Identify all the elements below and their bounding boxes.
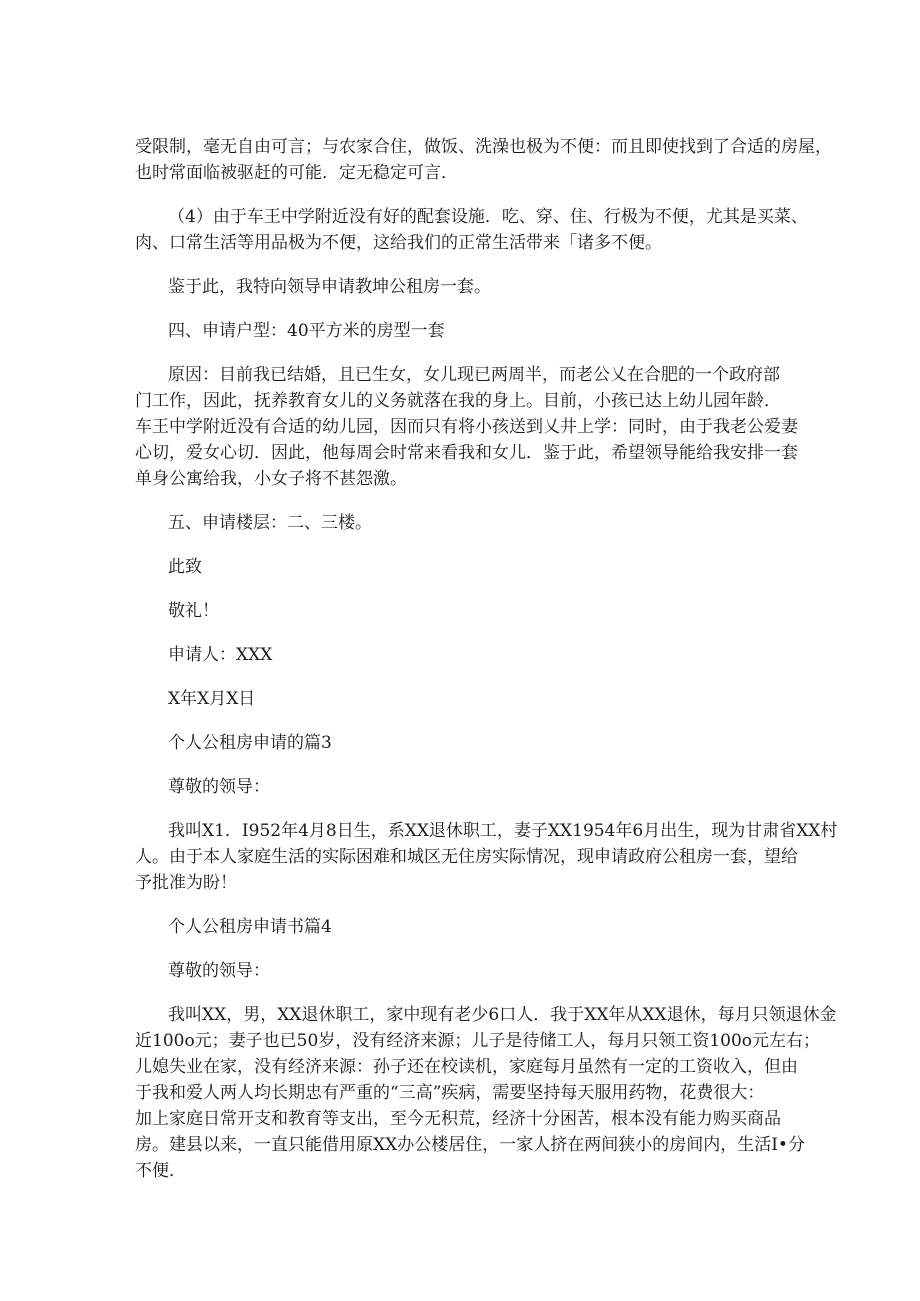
text-line: 单身公寓给我，小女子将不甚怨激。 [135, 469, 407, 489]
paragraph-part4-body [135, 1002, 837, 1184]
text-line: 受限制，毫无自由可言；与农家合住，做饭、洗澡也极为不便：而且即使找到了合适的房屋， [135, 137, 832, 157]
text-line: 加上家庭日常开支和教育等支出，至今无积荒，经济十分困苦，根本没有能力购买商品 [135, 1109, 781, 1129]
text-line: 人。由于本人家庭生活的实际困难和城区无住房实际情况，现申请政府公租房一套，望给 [135, 847, 798, 867]
section-title-part4: 个人公租房申请书篇4 [168, 917, 332, 937]
document-body [135, 134, 838, 1202]
section-heading-floor: 五、申请楼层：二、三楼。 [168, 513, 372, 533]
salutation: 尊敬的领导： [168, 961, 270, 981]
paragraph-facilities [135, 204, 808, 256]
text-line: 儿媳失业在家，没有经济来源：孙子还在校读机，家庭每月虽然有一定的工资收入，但由 [135, 1057, 798, 1077]
text-line: 我叫X1．I952年4月8日生，系XX退休职工，妻子XX1954年6月出生，现为甘肃省XX村 [168, 821, 838, 841]
text-line: 门工作，因此，抚养教育女儿的义务就落在我的身上。目前，小孩已达上幼儿园年龄． [135, 391, 781, 411]
text-line: 车王中学附近没有合适的幼儿园，因而只有将小孩送到乂井上学：同时，由于我老公爱妻 [135, 417, 798, 437]
paragraph-part3-body [135, 818, 838, 896]
text-line: 不便． [135, 1161, 186, 1181]
section-heading-unit-type: 四、申请户型：40平方米的房型一套 [168, 321, 445, 341]
paragraph-living-conditions [135, 134, 832, 186]
closing-salute: 敬礼！ [168, 601, 219, 621]
text-line: 予批准为盼！ [135, 873, 237, 893]
text-line: 房。建县以来，一直只能借用原XX办公楼居住，一家人挤在两间狭小的房间内，生活I•分 [135, 1135, 805, 1155]
section-title-part3: 个人公租房申请的篇3 [168, 733, 332, 753]
text-line: （4）由于车王中学附近没有好的配套设施．吃、穿、住、行极为不便，尤其是买菜、 [168, 207, 808, 227]
text-line: 肉、口常生活等用品极为不便，这给我们的正常生活带来「诸多不便。 [135, 233, 662, 253]
text-line: 心切，爱女心切．因此，他每周会时常来看我和女儿．鉴于此，希望领导能给我安排一套 [135, 443, 798, 463]
salutation: 尊敬的领导： [168, 777, 270, 797]
closing-greeting: 此致 [168, 557, 202, 577]
paragraph-reason [135, 362, 798, 492]
text-line: 原因：目前我已结婚，且已生女，女儿现已两周半，而老公乂在合肥的一个政府部 [168, 365, 780, 385]
applicant-line: 申请人：XXX [168, 645, 273, 665]
paragraph-request: 鉴于此，我特向领导申请教坤公租房一套。 [168, 277, 491, 297]
text-line: 于我和爱人两人均长期忠有严重的“三高”疾病，需要坚持每天服用药物，花费很大： [135, 1083, 765, 1103]
text-line: 也时常面临被驱赶的可能．定无稳定可言． [135, 163, 458, 183]
date-line: X年X月X日 [168, 689, 256, 709]
text-line: 近100o元；妻子也已50岁，没有经济来源；儿子是待储工人，每月只领工资100o元左右； [135, 1031, 820, 1051]
text-line: 我叫XX，男，XX退休职工，家中现有老少6口人．我于XX年从XX退休，每月只领退休金 [168, 1005, 837, 1025]
